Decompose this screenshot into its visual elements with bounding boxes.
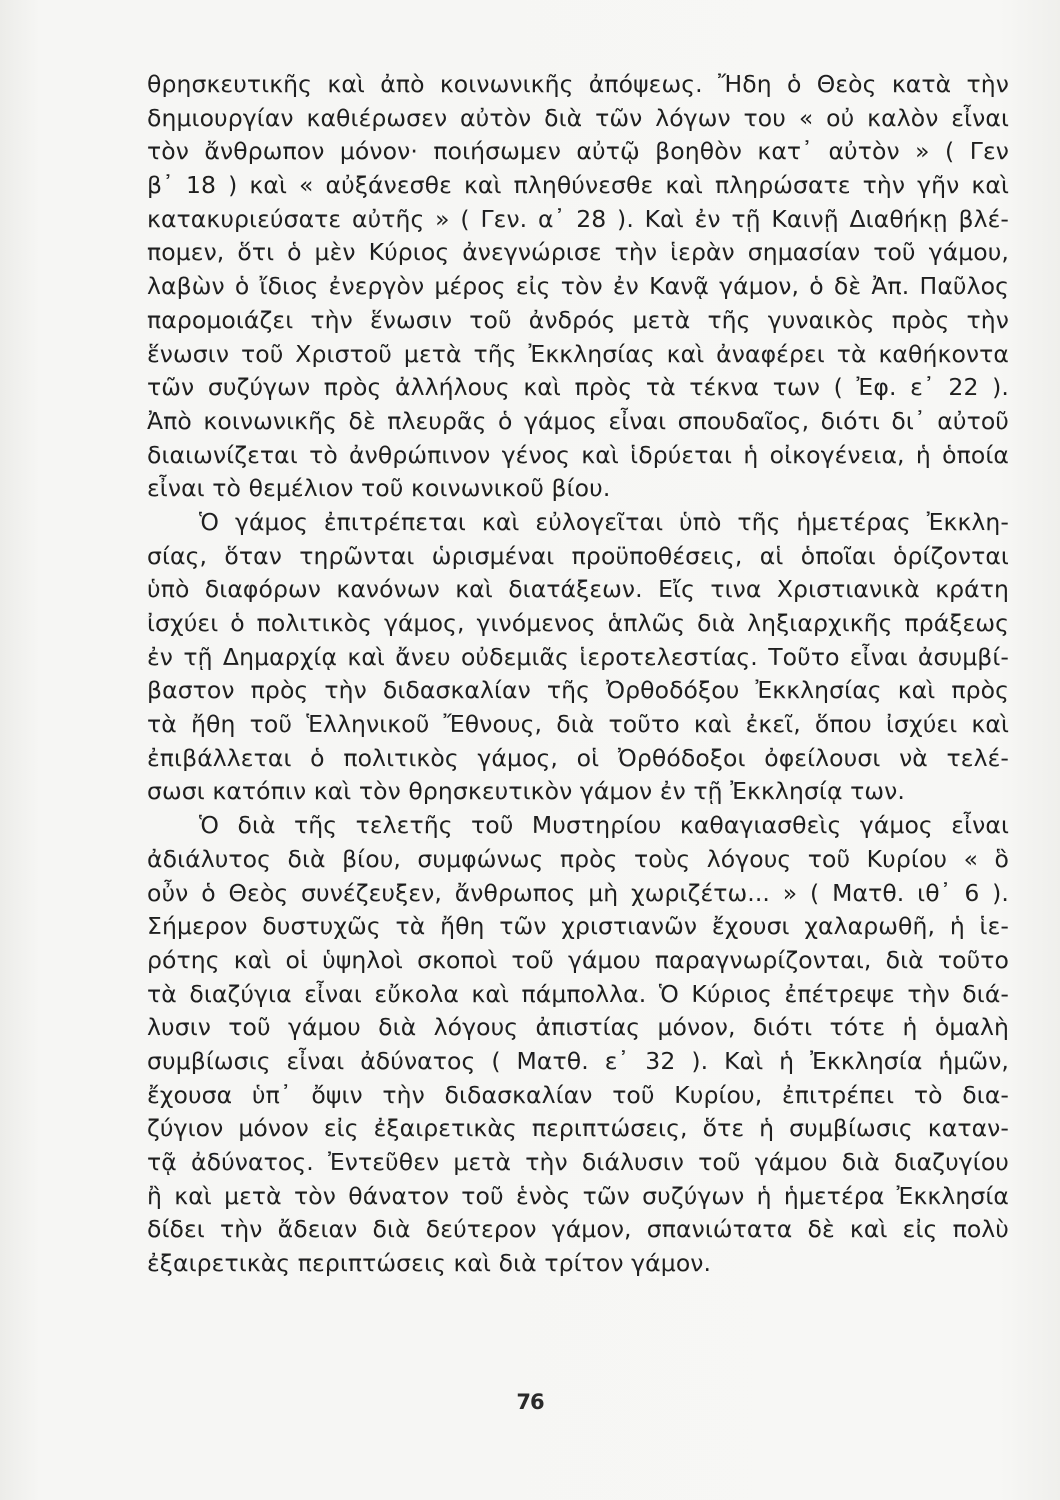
text-line: παρομοιάζει τὴν ἕνωσιν τοῦ ἀνδρός μετὰ τῆς γυναικὸς πρὸς τὴν [147, 305, 1009, 334]
text-line: τῶν συζύγων πρὸς ἀλλήλους καὶ πρὸς τὰ τέκνα των ( Ἐφ. ε᾽ 22 ). [147, 373, 1009, 402]
text-line: τὸν ἄνθρωπον μόνον· ποιήσωμεν αὐτῷ βοηθὸν κατ᾽ αὐτὸν » ( Γεν [147, 137, 1009, 166]
text-line: πομεν, ὅτι ὁ μὲν Κύριος ἀνεγνώρισε τὴν ἱερὰν σημασίαν τοῦ γάμου, [147, 238, 1009, 267]
text-line: ἔχουσα ὑπ᾽ ὄψιν τὴν διδασκαλίαν τοῦ Κυρίου, ἐπιτρέπει τὸ δια- [147, 1080, 1009, 1109]
text-line: κατακυριεύσατε αὐτῆς » ( Γεν. α᾽ 28 ). Καὶ ἐν τῇ Καινῇ Διαθήκῃ βλέ- [147, 204, 1009, 233]
text-line: ἐπιβάλλεται ὁ πολιτικὸς γάμος, οἱ Ὀρθόδοξοι ὀφείλουσι νὰ τελέ- [147, 743, 1009, 772]
page-number: 76 [516, 1390, 544, 1414]
text-line: ρότης καὶ οἱ ὑψηλοὶ σκοποὶ τοῦ γάμου παραγνωρίζονται, διὰ τοῦτο [147, 945, 1009, 974]
text-line: τὰ ἤθη τοῦ Ἑλληνικοῦ Ἔθνους, διὰ τοῦτο καὶ ἐκεῖ, ὅπου ἰσχύει καὶ [147, 710, 1009, 739]
text-line: θρησκευτικῆς καὶ ἀπὸ κοινωνικῆς ἀπόψεως. Ἤδη ὁ Θεὸς κατὰ τὴν [147, 70, 1009, 98]
text-line: ἐν τῇ Δημαρχίᾳ καὶ ἄνευ οὐδεμιᾶς ἱεροτελεστίας. Τοῦτο εἶναι ἀσυμβί- [147, 642, 1009, 671]
text-line: ζύγιον μόνον εἰς ἐξαιρετικὰς περιπτώσεις, ὅτε ἡ συμβίωσις καταν- [147, 1114, 1009, 1143]
text-line: τὰ διαζύγια εἶναι εὔκολα καὶ πάμπολλα. Ὁ Κύριος ἐπέτρεψε τὴν διά- [147, 979, 1009, 1008]
text-line: σίας, ὅταν τηρῶνται ὡρισμέναι προϋποθέσεις, αἱ ὁποῖαι ὁρίζονται [147, 541, 1009, 570]
text-line: ἀδιάλυτος διὰ βίου, συμφώνως πρὸς τοὺς λόγους τοῦ Κυρίου « ὃ [147, 844, 1009, 873]
text-line: βαστον πρὸς τὴν διδασκαλίαν τῆς Ὀρθοδόξου Ἐκκλησίας καὶ πρὸς [147, 676, 1009, 705]
body-text [147, 68, 1009, 1281]
text-line: τᾷ ἀδύνατος. Ἐντεῦθεν μετὰ τὴν διάλυσιν τοῦ γάμου διὰ διαζυγίου [147, 1148, 1009, 1176]
text-line: ἰσχύει ὁ πολιτικὸς γάμος, γινόμενος ἁπλῶς διὰ ληξιαρχικῆς πράξεως [147, 609, 1009, 637]
paragraph [147, 506, 1009, 809]
text-line: σωσι κατόπιν καὶ τὸν θρησκευτικὸν γάμον ἐν τῇ Ἐκκλησίᾳ των. [147, 777, 905, 806]
text-line: συμβίωσις εἶναι ἀδύνατος ( Ματθ. ε᾽ 32 ). Καὶ ἡ Ἐκκλησία ἡμῶν, [147, 1046, 1009, 1075]
text-line: λυσιν τοῦ γάμου διὰ λόγους ἀπιστίας μόνον, διότι τότε ἡ ὁμαλὴ [147, 1013, 1009, 1042]
text-line: ἕνωσιν τοῦ Χριστοῦ μετὰ τῆς Ἐκκλησίας καὶ ἀναφέρει τὰ καθήκοντα [147, 339, 1009, 368]
text-line: δίδει τὴν ἄδειαν διὰ δεύτερον γάμον, σπανιώτατα δὲ καὶ εἰς πολὺ [147, 1215, 1009, 1244]
text-line: δημιουργίαν καθιέρωσεν αὐτὸν διὰ τῶν λόγων του « οὐ καλὸν εἶναι [147, 103, 1009, 132]
text-line: Ἀπὸ κοινωνικῆς δὲ πλευρᾶς ὁ γάμος εἶναι σπουδαῖος, διότι δι᾽ αὐτοῦ [147, 406, 1009, 435]
text-line: διαιωνίζεται τὸ ἀνθρώπινον γένος καὶ ἱδρύεται ἡ οἰκογένεια, ἡ ὁποία [147, 440, 1009, 469]
text-line: Ὁ διὰ τῆς τελετῆς τοῦ Μυστηρίου καθαγιασθεὶς γάμος εἶναι [199, 811, 1009, 840]
text-line: εἶναι τὸ θεμέλιον τοῦ κοινωνικοῦ βίου. [147, 474, 611, 503]
text-line: Ὁ γάμος ἐπιτρέπεται καὶ εὐλογεῖται ὑπὸ τῆς ἡμετέρας Ἐκκλη- [199, 507, 1009, 536]
text-line: ἐξαιρετικὰς περιπτώσεις καὶ διὰ τρίτον γάμον. [147, 1249, 712, 1278]
text-line: λαβὼν ὁ ἴδιος ἐνεργὸν μέρος εἰς τὸν ἐν Κανᾷ γάμον, ὁ δὲ Ἀπ. Παῦλος [147, 272, 1009, 301]
text-line: ἢ καὶ μετὰ τὸν θάνατον τοῦ ἑνὸς τῶν συζύγων ἡ ἡμετέρα Ἐκκλησία [147, 1181, 1009, 1210]
text-line: οὖν ὁ Θεὸς συνέζευξεν, ἄνθρωπος μὴ χωριζέτω... » ( Ματθ. ιθ᾽ 6 ). [147, 878, 1009, 907]
text-line: ὑπὸ διαφόρων κανόνων καὶ διατάξεων. Εἴς τινα Χριστιανικὰ κράτη [147, 575, 1009, 604]
text-line: Σήμερον δυστυχῶς τὰ ἤθη τῶν χριστιανῶν ἔχουσι χαλαρωθῆ, ἡ ἱε- [147, 912, 1009, 941]
paragraph [147, 809, 1009, 1281]
paragraph [147, 68, 1009, 506]
text-line: β᾽ 18 ) καὶ « αὐξάνεσθε καὶ πληθύνεσθε καὶ πληρώσατε τὴν γῆν καὶ [147, 171, 1009, 200]
